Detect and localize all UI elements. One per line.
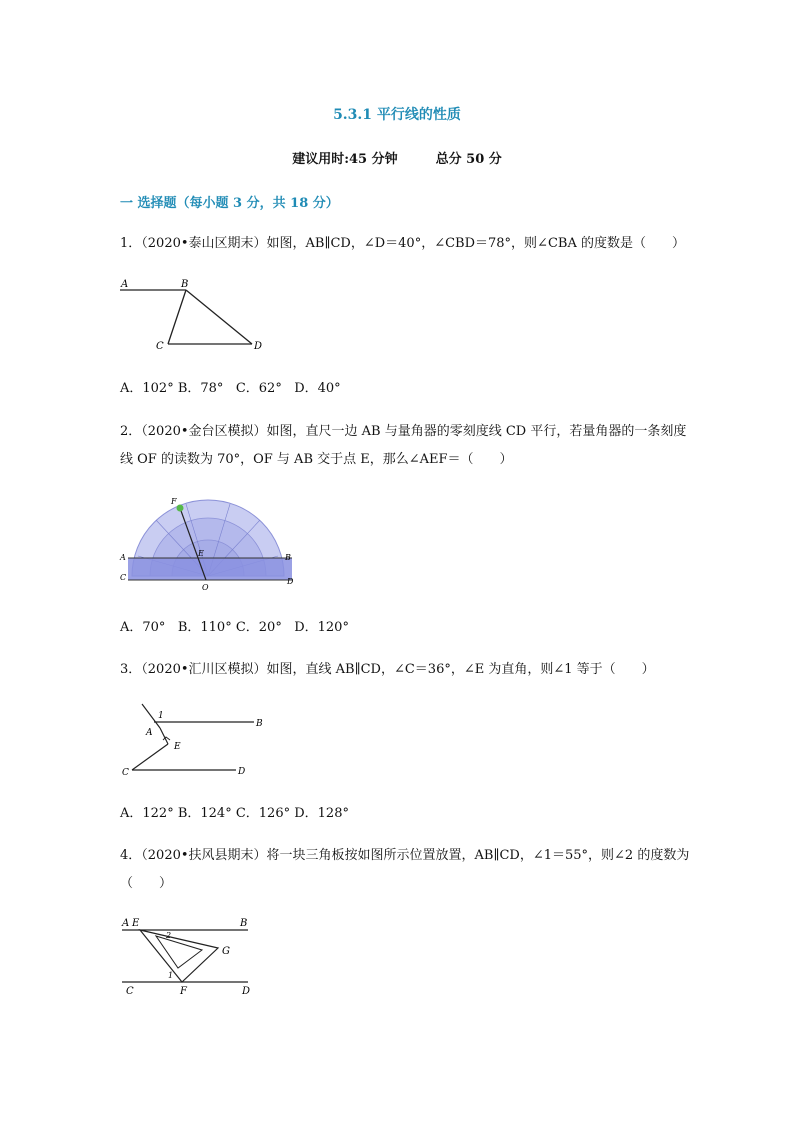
point-d-label: D (238, 767, 246, 777)
point-d-label: D (242, 986, 251, 997)
question-2-options: A．70° B．110° C．20° D．120° (120, 620, 349, 635)
point-c-label: C (120, 573, 127, 582)
point-e-label: E (198, 549, 204, 558)
point-a-label: A (122, 918, 130, 929)
point-f-label: F (171, 497, 177, 506)
question-2-text: 2．（2020•金台区模拟）如图，直尺一边 AB 与量角器的零刻度线 CD 平行，若量角器的一条刻度线 OF 的读数为 70°，OF 与 AB 交于点 E，那么∠AEF＝（ ） (120, 424, 687, 467)
point-d-label: D (287, 577, 294, 586)
point-e-label: E (132, 918, 140, 929)
question-4-figure (118, 912, 268, 998)
point-b-label: B (181, 279, 189, 290)
point-c-label: C (122, 768, 129, 778)
suggested-time: 建议用时:45 分钟 (292, 152, 398, 167)
point-a-label: A (146, 728, 153, 738)
exam-meta (0, 148, 794, 167)
page-title: 5.3.1 平行线的性质 (333, 107, 461, 123)
question-2-figure (118, 496, 304, 592)
point-d-label: D (254, 341, 263, 352)
question-3-options: A．122° B．124° C．126° D．128° (120, 806, 349, 821)
question-1-text: 1．（2020•泰山区期末）如图，AB∥CD，∠D＝40°，∠CBD＝78°，则∠CBA 的度数是（ ） (120, 236, 685, 251)
point-b-label: B (256, 719, 263, 729)
point-b-label: B (240, 918, 248, 929)
total-score: 总分 50 分 (435, 152, 502, 167)
point-g-label: G (222, 946, 230, 957)
angle-2-label: 2 (166, 931, 172, 940)
point-c-label: C (156, 341, 164, 352)
point-b-label: B (285, 553, 291, 562)
angle-1-label: 1 (158, 711, 164, 721)
question-1-figure (118, 276, 268, 354)
angle-1-label: 1 (168, 971, 174, 980)
section-heading: 一 选择题（每小题 3 分，共 18 分） (120, 196, 339, 211)
point-e-label: E (174, 742, 181, 752)
question-1-options: A．102° B．78° C．62° D．40° (120, 381, 341, 396)
question-3-text: 3．（2020•汇川区模拟）如图，直线 AB∥CD，∠C＝36°，∠E 为直角，则∠1 等于（ ） (120, 662, 655, 677)
question-4-text: 4．（2020•扶风县期末）将一块三角板按如图所示位置放置，AB∥CD，∠1＝55°，则∠2 的度数为（ ） (120, 848, 690, 891)
point-o-label: O (202, 583, 209, 592)
point-a-label: A (120, 553, 126, 562)
point-c-label: C (126, 986, 134, 997)
point-f-label: F (180, 986, 187, 997)
point-a-label: A (121, 279, 129, 290)
question-3-figure (118, 702, 268, 782)
